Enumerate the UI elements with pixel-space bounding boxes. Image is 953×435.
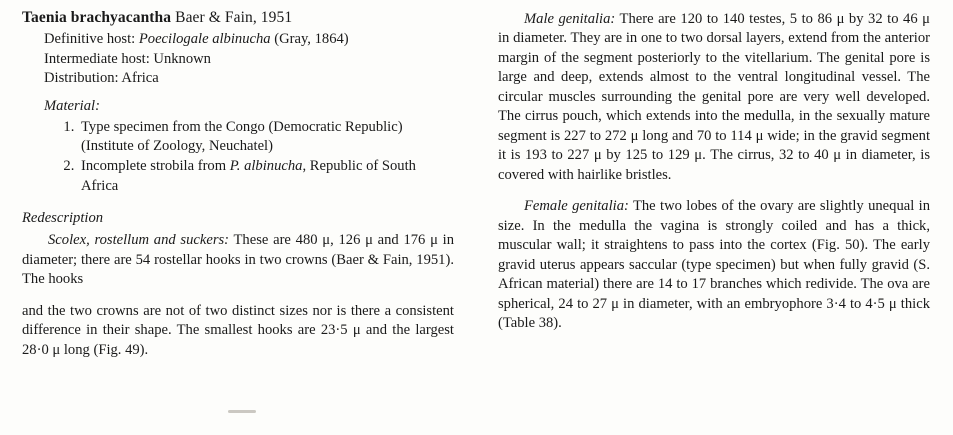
male-genitalia-text: There are 120 to 140 testes, 5 to 86 μ by 32 to 46 μ in diameter. They are in one to two dorsal layers, extend from the anterior margin of the segment posteriorly to the vitellarium. The genital pore is large and deep, extends almost to the ventral longitudinal vessel. The circular muscles surrounding the genital pore are very well developed. The cirrus pouch, which extends into the medulla, in the sexually mature segment is 227 to 272 μ long and 70 to 114 μ wide; in the gravid segment it is 193 to 227 μ by 125 to 129 μ. The cirrus, 32 to 40 μ in diameter, is covered with hairlike bristles.	[498, 11, 930, 183]
definitive-host-species: Poecilogale albinucha	[138, 31, 271, 48]
material-list	[22, 118, 454, 197]
definitive-host-label: Definitive host:	[44, 31, 139, 48]
host-block	[22, 30, 454, 88]
female-genitalia-text: The two lobes of the ovary are slightly unequal in size. In the medulla the vagina is strongly coiled and has a thick, muscular wall; it straightens to pass into the cortex (Fig. 50). The early gravid uterus appears saccular (type specimen) but when fully gravid (S. African material) there are 14 to 17 branches which redivide. The ova are spherical, 24 to 27 μ in diameter, with an embryophore 3·4 to 4·5 μ thick (Table 38).	[498, 198, 930, 332]
left-column	[22, 8, 454, 372]
list-item: 2. Incomplete strobila from P. albinucha, Republic of South Africa	[78, 157, 454, 196]
scan-artifact	[228, 410, 256, 413]
material-label: Material:	[44, 97, 100, 114]
scolex-lead-in: Scolex, rostellum and suckers:	[48, 232, 230, 249]
definitive-host-rest: (Gray, 1864)	[270, 31, 349, 48]
two-column-layout	[22, 8, 935, 372]
female-genitalia-paragraph	[498, 197, 930, 333]
hooks-paragraph: and the two crowns are not of two distinct sizes nor is there a consistent difference in their shape. The smallest hooks are 23·5 μ and the largest 28·0 μ long (Fig. 49).	[22, 302, 454, 358]
redescription-heading: Redescription	[22, 210, 104, 227]
scolex-text: These are 480 μ, 126 μ and 176 μ in diameter; there are 54 rostellar hooks in two crowns (Baer & Fain, 1951). The hooks	[22, 232, 454, 288]
definitive-host-line	[44, 30, 454, 49]
list-item: 1. Type specimen from the Congo (Democratic Republic) (Institute of Zoology, Neuchatel)	[78, 118, 454, 157]
female-genitalia-lead-in: Female genitalia:	[524, 198, 629, 215]
distribution-line: Distribution: Africa	[44, 70, 159, 87]
species-authority: Baer & Fain, 1951	[175, 9, 293, 26]
page-title	[22, 8, 454, 27]
right-column	[498, 8, 930, 346]
intermediate-host-line: Intermediate host: Unknown	[44, 50, 211, 67]
male-genitalia-lead-in: Male genitalia:	[524, 11, 616, 27]
male-genitalia-paragraph	[498, 10, 930, 185]
scolex-paragraph	[22, 231, 454, 289]
species-name: Taenia brachyacantha	[22, 9, 172, 26]
